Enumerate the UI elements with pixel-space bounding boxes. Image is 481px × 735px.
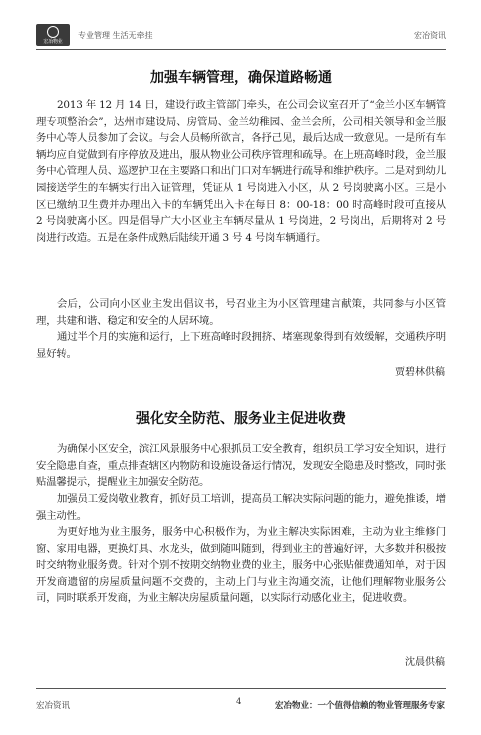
article-paragraph: 为更好地为业主服务，服务中心积极作为，为业主解决实际困难，主动为业主维修门窗、家用电器，更换灯具、水龙头，做到随叫随到，得到业主的普遍好评，大多数并积极按时交纳物业服务费。针对个别不按期交纳物业费的业主，服务中心张贴催费通知单，对于因开发商遗留的房屋质量问题不交费的，主动上门与业主沟通交流，让他们理解物业服务公司，同时联系开发商，为业主解决房屋质量问题，以实际行动感化业主，促进收费。 <box>36 526 446 605</box>
article-title: 加强车辆管理，确保道路畅通 <box>150 70 332 86</box>
article-paragraph: 加强员工爱岗敬业教育，抓好员工培训，提高员工解决实际问题的能力，避免推诿，增强主动性。 <box>36 493 446 522</box>
header-slogan: 专业管理 生活无牵挂 <box>78 31 153 40</box>
header-brand: 宏冶资讯 <box>414 31 446 40</box>
article-title: 强化安全防范、服务业主促进收费 <box>136 411 346 427</box>
logo-emblem-icon <box>47 26 59 38</box>
page-number: 4 <box>236 697 242 707</box>
article-paragraph: 2013 年 12 月 14 日，建设行政主管部门牵头，在公司会议室召开了“金兰小区车辆管理专项整治会”，达州市建设局、房管局、金兰幼稚园、金兰会所，公司相关领导和金兰服务中心等人员参加了会议。与会人员畅所欲言，各抒己见，最后达成一致意见。一是所有车辆均应自觉做到有序停放及进出，服从物业公司秩序管理和疏导。在上班高峰时段，金兰服务中心管理人员、巡逻护卫在主要路口和出门口对车辆进行疏导和维护秩序。二是对到幼儿园接送学生的车辆实行出入证管理，凭证从 1 号岗进入小区，从 2 号岗驶离小区。三是小区已缴纳卫生费并办理出入卡的车辆凭出入卡在每日 8：00-18：00 时高峰时段可直接从 2 号岗驶离小区。四是倡导广大小区业主车辆尽量从 1 号岗进，2 号岗出，后期将对 2 号岗进行改造。五是在条件成熟后陆续开通 3 号 4 号岗车辆通行。 <box>36 99 446 244</box>
article-paragraph: 通过半个月的实施和运行，上下班高峰时段拥挤、堵塞现象得到有效缓解，交通秩序明显好转。 <box>36 331 446 360</box>
header-divider <box>36 49 446 50</box>
logo-caption: 宏冶物业 <box>43 39 63 45</box>
article-paragraph: 为确保小区安全，滨江风景服务中心狠抓员工安全教育，组织员工学习安全知识，进行安全隐患自查，重点排查辖区内物防和设施设备运行情况，发现安全隐患及时整改，同时张贴温馨提示，提醒业主加强安全防范。 <box>36 443 446 489</box>
company-logo <box>36 24 70 46</box>
footer-divider <box>36 688 446 689</box>
article-signature: 贾碧林供稿 <box>395 367 445 378</box>
article-signature: 沈晨供稿 <box>405 657 445 668</box>
footer-brand: 宏冶资讯 <box>36 701 71 711</box>
page-header <box>36 22 446 50</box>
footer-tagline: 宏冶物业：一个值得信赖的物业管理服务专家 <box>274 701 445 711</box>
article-paragraph: 会后，公司向小区业主发出倡议书，号召业主为小区管理建言献策，共同参与小区管理，共建和谐、稳定和安全的人居环境。 <box>36 298 446 327</box>
